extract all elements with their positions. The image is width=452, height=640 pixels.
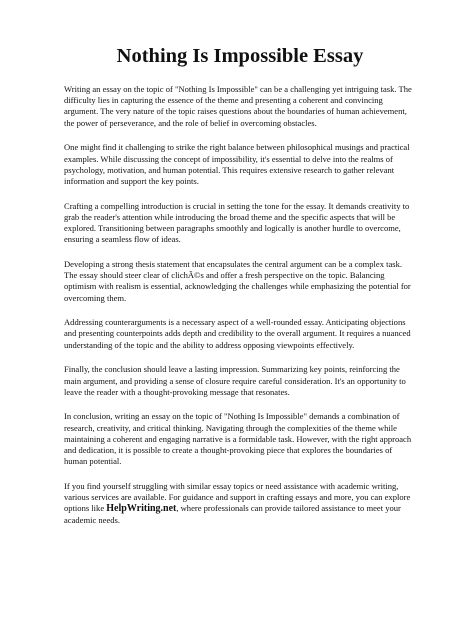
paragraph-7: In conclusion, writing an essay on the topic of "Nothing Is Impossible" demands a combination of research, creativity, and critical thinking. Navigating through the complexities of the theme while maintaining a coherent and engaging narrative is a formidable task. However, with the right approach and dedication, it is possible to create a thought-provoking piece that explores the boundaries of human potential.: [64, 411, 412, 467]
paragraph-1: Writing an essay on the topic of "Nothing Is Impossible" can be a challenging yet intriguing task. The difficulty lies in capturing the essence of the theme and presenting a coherent and convincing argument. The very nature of the topic raises questions about the boundaries of human achievement, the power of perseverance, and the role of belief in overcoming obstacles.: [64, 84, 412, 128]
paragraph-final: [64, 481, 416, 526]
paragraph-5: Addressing counterarguments is a necessary aspect of a well-rounded essay. Anticipating objections and presenting counterpoints adds depth and credibility to the overall argument. It requires a nuanced understanding of the topic and the ability to address opposing viewpoints effectively.: [64, 317, 411, 350]
final-text-after-link: , where professionals can provide tailored assistance to meet your academic needs.: [64, 503, 401, 525]
paragraph-4: Developing a strong thesis statement that encapsulates the central argument can be a complex task. The essay should steer clear of clichÃ©s and offer a fresh perspective on the topic. Balancing optimism with realism is essential, acknowledging the challenges while emphasizing the potential for overcoming them.: [64, 258, 411, 303]
paragraph-2: One might find it challenging to strike the right balance between philosophical musings and practical examples. While discussing the concept of impossibility, it's essential to delve into the realms of psychology, motivation, and human potential. This requires extensive research to gather relevant information and support the key points.: [64, 142, 410, 186]
document-title: Nothing Is Impossible Essay: [116, 45, 364, 67]
paragraph-6: Finally, the conclusion should leave a lasting impression. Summarizing key points, reinforcing the main argument, and providing a sense of closure require careful consideration. It's an opportunity to leave the reader with a thought-provoking message that resonates.: [64, 364, 406, 397]
helpwriting-link[interactable]: HelpWriting.net: [106, 503, 177, 515]
paragraph-3: Crafting a compelling introduction is crucial in setting the tone for the essay. It demands creativity to grab the reader's attention while introducing the broad theme and the specific aspects that will be explored. Transitioning between paragraphs smoothly and logically is another hurdle to overcome, ensuring a seamless flow of ideas.: [64, 200, 410, 245]
final-text-before-link: If you find yourself struggling with similar essay topics or need assistance with academic writing, various services are available. For guidance and support in crafting essays and more, you can explore options like: [64, 480, 411, 514]
